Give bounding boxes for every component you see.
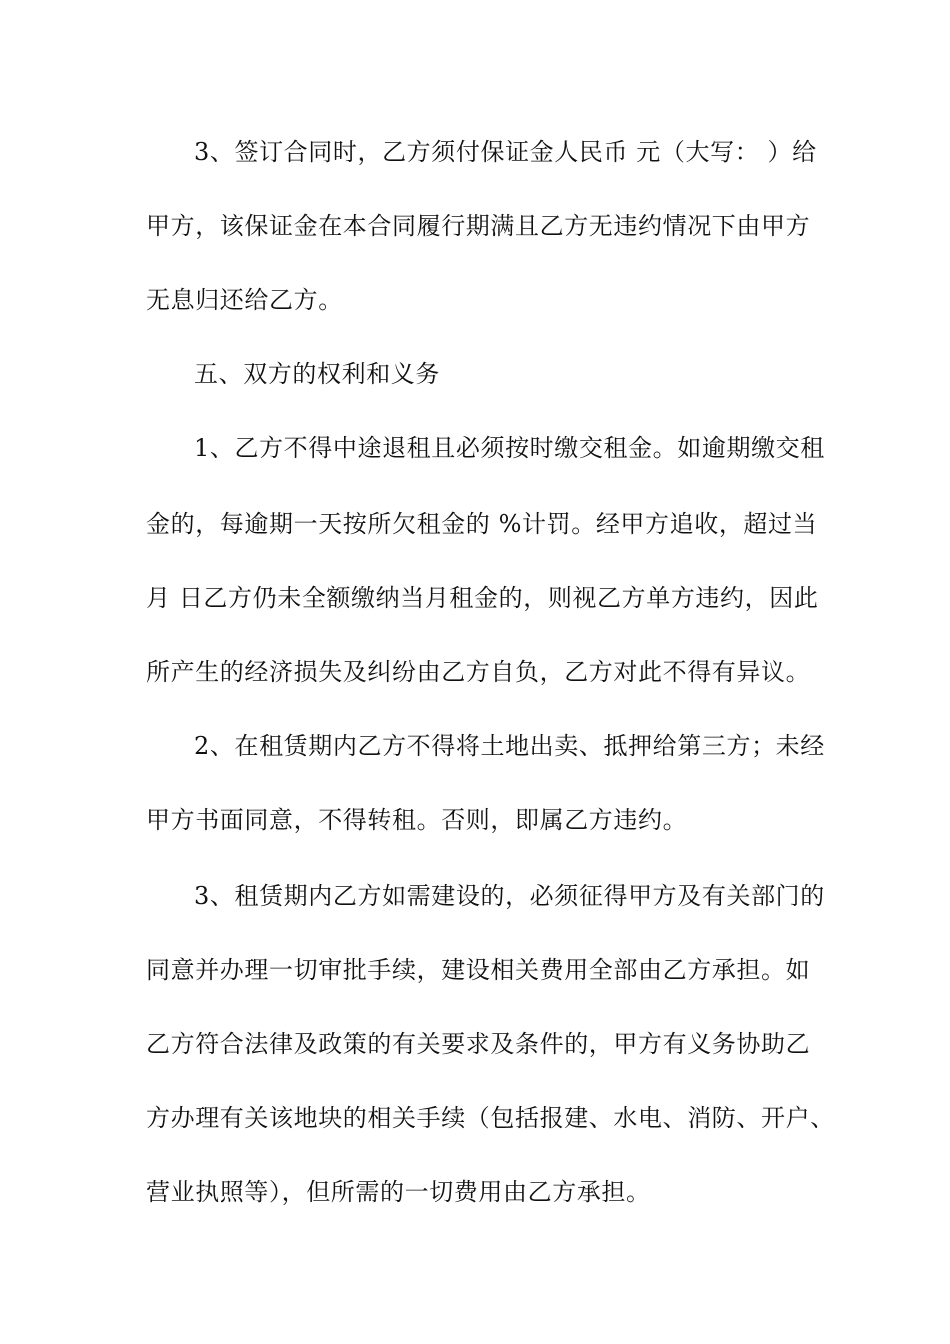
clause-5-3-line-1: 3、签订合同时，乙方须付保证金人民币 元（大写： ）给 xyxy=(194,138,817,166)
section-heading-rights-obligations: 五、双方的权利和义务 xyxy=(194,360,440,388)
clause-1-line-1: 1、乙方不得中途退租且必须按时缴交租金。如逾期缴交租 xyxy=(194,434,825,462)
clause-2-line-1: 2、在租赁期内乙方不得将土地出卖、抵押给第三方；未经 xyxy=(194,732,825,760)
clause-2-line-2: 甲方书面同意，不得转租。否则，即属乙方违约。 xyxy=(146,806,688,834)
clause-1-line-4: 所产生的经济损失及纠纷由乙方自负，乙方对此不得有异议。 xyxy=(146,658,811,686)
clause-3-line-1: 3、租赁期内乙方如需建设的，必须征得甲方及有关部门的 xyxy=(194,882,825,910)
clause-1-line-3: 月 日乙方仍未全额缴纳当月租金的，则视乙方单方违约，因此 xyxy=(146,584,819,612)
clause-5-3-line-3: 无息归还给乙方。 xyxy=(146,286,343,314)
clause-3-line-5: 营业执照等），但所需的一切费用由乙方承担。 xyxy=(146,1178,651,1206)
clause-5-3-line-2: 甲方，该保证金在本合同履行期满且乙方无违约情况下由甲方 xyxy=(146,212,811,240)
clause-3-line-3: 乙方符合法律及政策的有关要求及条件的，甲方有义务协助乙 xyxy=(146,1030,811,1058)
clause-1-line-2: 金的，每逾期一天按所欠租金的 %计罚。经甲方追收，超过当 xyxy=(146,510,818,538)
clause-3-line-2: 同意并办理一切审批手续，建设相关费用全部由乙方承担。如 xyxy=(146,956,811,984)
clause-3-line-4: 方办理有关该地块的相关手续（包括报建、水电、消防、开户、 xyxy=(146,1104,835,1132)
